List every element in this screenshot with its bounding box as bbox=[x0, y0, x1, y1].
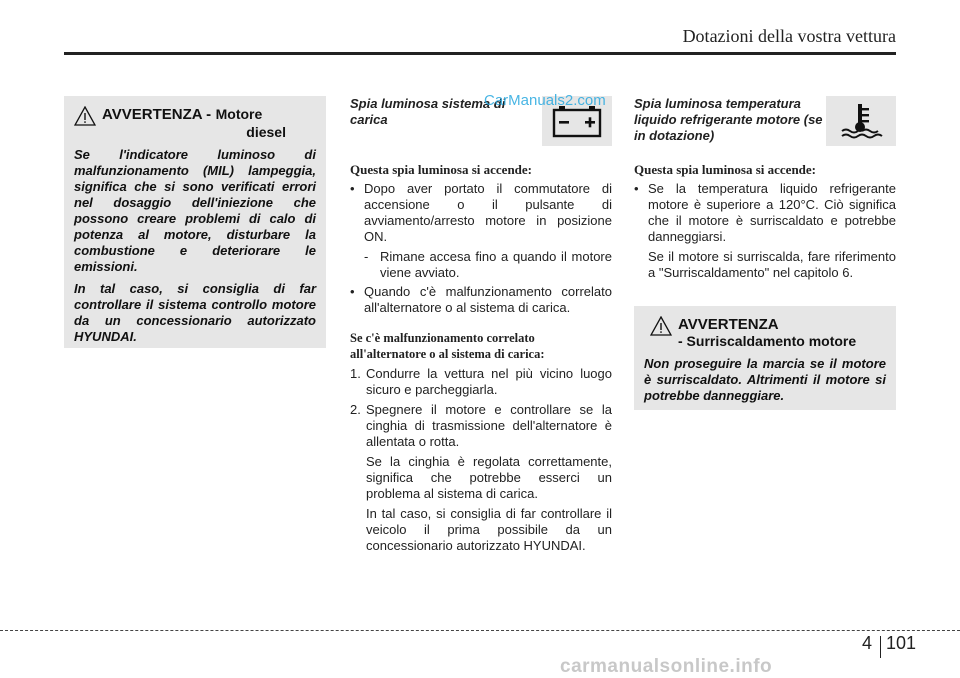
charging-body bbox=[350, 162, 612, 554]
coolant-bullet-1: • Se la temperatura liquido refrigerante motore è superiore a 120°C. Ciò significa che il motore è surriscaldato e potrebbe danneggiarsi. bbox=[634, 181, 896, 244]
coolant-section-title: Spia luminosa temperatura liquido refrigerante motore (se in dotazione) bbox=[634, 96, 823, 143]
coolant-temperature-icon bbox=[839, 101, 883, 141]
coolant-icon-box bbox=[826, 96, 896, 146]
warning-paragraph-2: In tal caso, si consiglia di far controllare il sistema controllo motore da un concessionario autorizzato HYUNDAI. bbox=[74, 281, 316, 344]
battery-icon bbox=[551, 104, 603, 138]
charging-malfunction-heading: Se c'è malfunzionamento correlato all'alternatore o al sistema di carica: bbox=[350, 331, 545, 361]
charging-bullet-2: • Quando c'è malfunzionamento correlato all'alternatore o al sistema di carica. bbox=[350, 284, 612, 315]
watermark-top: CarManuals2.com bbox=[484, 92, 606, 109]
warning-triangle-icon bbox=[74, 106, 96, 126]
chapter-number: 4 bbox=[862, 633, 873, 653]
overheat-warning-title: AVVERTENZA bbox=[678, 316, 779, 333]
page-header-title: Dotazioni della vostra vettura bbox=[682, 26, 896, 46]
watermark-bottom: carmanualsonline.info bbox=[560, 656, 773, 677]
header-rule bbox=[64, 52, 896, 55]
overheat-warning-subtitle: - Surriscaldamento motore bbox=[678, 333, 857, 349]
charging-bullet-1-sub: - Rimane accesa fino a quando il motore viene avviato. bbox=[364, 249, 612, 280]
coolant-body bbox=[634, 162, 896, 281]
charging-step-1: 1. Condurre la vettura nel più vicino luogo sicuro e parcheggiarla. bbox=[350, 366, 612, 397]
warning-box-diesel bbox=[64, 96, 326, 348]
warning-box-overheat bbox=[634, 306, 896, 410]
warning-paragraph-1: Se l'indicatore luminoso di malfunzionamento (MIL) lampeggia, significa che si sono verificati errori nel dosaggio dell'iniezione che possono creare problemi di calo di potenza al motore, disturbare la combustione e deteriorare le emissioni. bbox=[74, 147, 316, 274]
charging-step-2: 2. Spegnere il motore e controllare se la cinghia di trasmissione dell'alternatore è allentata o rotta. bbox=[350, 402, 612, 449]
coolant-lights-on: Questa spia luminosa si accende: bbox=[634, 162, 817, 177]
charging-step-2-para-2: In tal caso, si consiglia di far controllare il veicolo il prima possibile da un concessionario autorizzato HYUNDAI. bbox=[366, 506, 612, 553]
charging-bullet-1: • Dopo aver portato il commutatore di accensione o il pulsante di avviamento/arresto motore in posizione ON. bbox=[350, 181, 612, 244]
overheat-warning-text: Non proseguire la marcia se il motore è surriscaldato. Altrimenti il motore si potrebbe danneggiare. bbox=[644, 356, 886, 403]
footer-rule bbox=[0, 630, 960, 631]
page-number-separator bbox=[880, 636, 881, 658]
page-number: 101 bbox=[886, 633, 917, 653]
warning-subtitle-b: diesel bbox=[246, 124, 286, 140]
coolant-bullet-1-para: Se il motore si surriscalda, fare riferimento a "Surriscaldamento" nel capitolo 6. bbox=[648, 249, 896, 280]
charging-section-title: Spia luminosa sistema di carica bbox=[350, 96, 506, 127]
warning-triangle-icon bbox=[650, 316, 672, 336]
warning-subtitle-a: Motore bbox=[215, 106, 263, 122]
warning-title: AVVERTENZA - bbox=[102, 106, 212, 123]
charging-lights-on: Questa spia luminosa si accende: bbox=[350, 162, 533, 177]
charging-step-2-para-1: Se la cinghia è regolata correttamente, significa che potrebbe esserci un problema al sistema di carica. bbox=[366, 454, 612, 501]
